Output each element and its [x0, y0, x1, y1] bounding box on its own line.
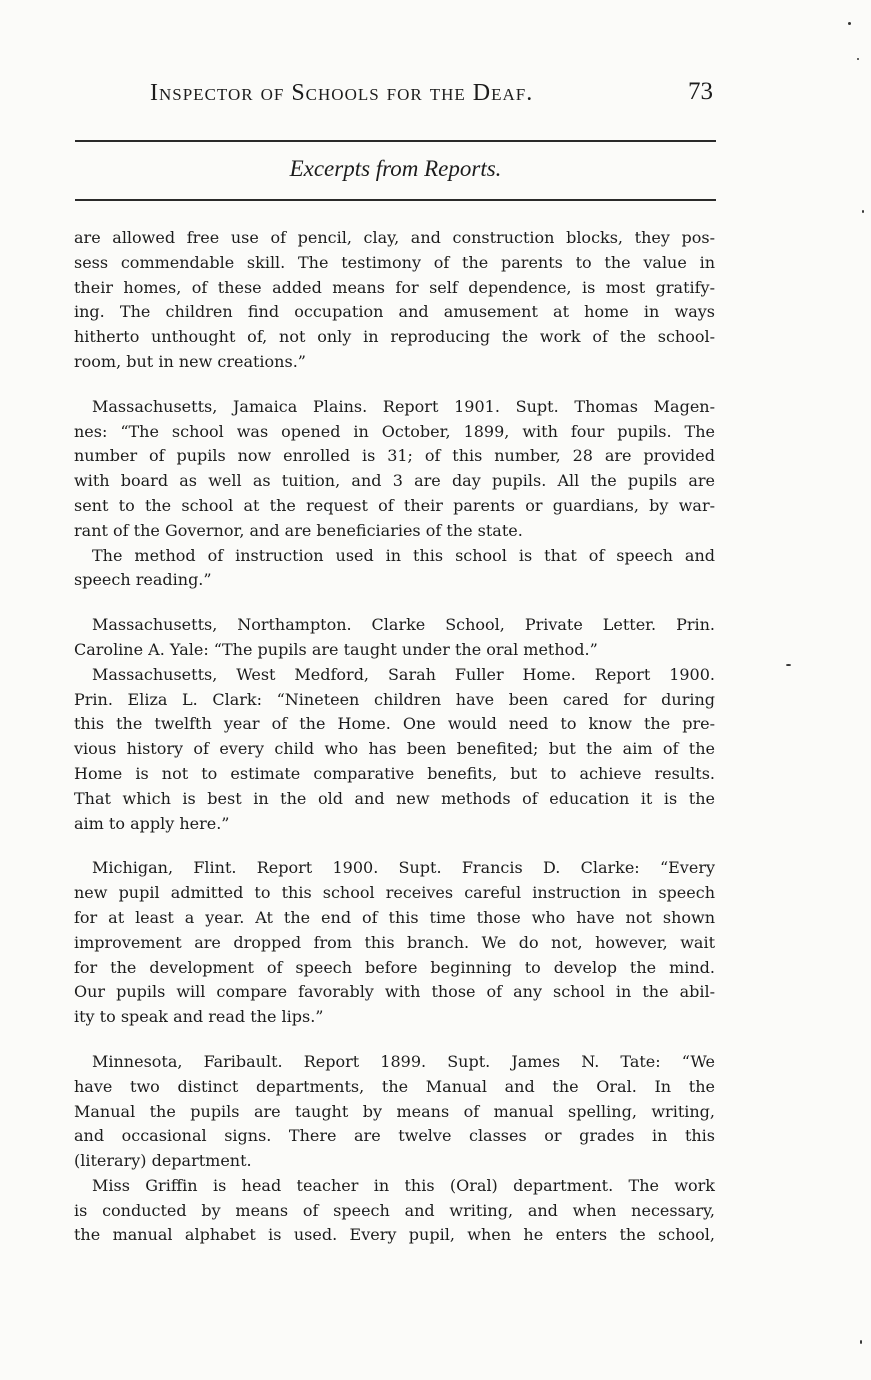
text-line: Home is not to estimate comparative benefits, but to achieve results.	[74, 763, 715, 783]
paragraph	[74, 663, 715, 837]
text-line: is conducted by means of speech and writing, and when necessary,	[74, 1200, 715, 1220]
text-line: and occasional signs. There are twelve classes or grades in this	[74, 1126, 715, 1146]
text-line: hitherto unthought of, not only in reproducing the work of the school-	[74, 327, 715, 347]
text-line: this the twelfth year of the Home. One would need to know the pre-	[74, 714, 715, 734]
scan-speck	[848, 22, 851, 25]
text-line: the manual alphabet is used. Every pupil, when he enters the school,	[74, 1225, 715, 1245]
scan-speck	[862, 210, 864, 213]
text-line: sent to the school at the request of their parents or guardians, by war-	[74, 495, 715, 515]
header-rule-top	[75, 140, 716, 142]
text-line: Miss Griffin is head teacher in this (Oral) department. The work	[92, 1175, 715, 1195]
text-line: (literary) department.	[74, 1151, 252, 1171]
body-text	[74, 226, 715, 1248]
text-line: nes: “The school was opened in October, 1899, with four pupils. The	[74, 421, 715, 441]
text-line: The method of instruction used in this school is that of speech and	[92, 545, 715, 565]
text-line: sess commendable skill. The testimony of the parents to the value in	[74, 252, 715, 272]
text-line: for at least a year. At the end of this time those who have not shown	[74, 907, 715, 927]
text-line: Minnesota, Faribault. Report 1899. Supt. James N. Tate: “We	[92, 1051, 715, 1071]
text-line: Manual the pupils are taught by means of manual spelling, writing,	[74, 1101, 715, 1121]
text-line: That which is best in the old and new methods of education it is the	[74, 788, 715, 808]
scan-speck	[857, 58, 859, 60]
text-line: with board as well as tuition, and 3 are day pupils. All the pupils are	[74, 471, 715, 491]
page-number: 73	[688, 78, 713, 105]
text-line: improvement are dropped from this branch. We do not, however, wait	[74, 932, 715, 952]
text-line: number of pupils now enrolled is 31; of this number, 28 are provided	[74, 446, 715, 466]
text-line: Our pupils will compare favorably with those of any school in the abil-	[74, 982, 715, 1002]
text-line: new pupil admitted to this school receives careful instruction in speech	[74, 883, 715, 903]
running-head: Inspector of Schools for the Deaf.	[150, 80, 534, 106]
text-line: Caroline A. Yale: “The pupils are taught under the oral method.”	[74, 639, 598, 659]
section-title: Excerpts from Reports.	[289, 156, 502, 181]
paragraph	[74, 856, 715, 1030]
text-line: rant of the Governor, and are beneficiaries of the state.	[74, 520, 523, 540]
paragraph	[74, 613, 715, 663]
paragraph	[74, 226, 715, 375]
paragraph	[74, 544, 715, 594]
text-line: Massachusetts, Jamaica Plains. Report 1901. Supt. Thomas Magen-	[92, 396, 715, 416]
header-rule-bottom	[75, 199, 716, 201]
text-line: room, but in new creations.”	[74, 351, 306, 371]
text-line: aim to apply here.”	[74, 813, 230, 833]
text-line: Massachusetts, Northampton. Clarke School, Private Letter. Prin.	[92, 615, 715, 635]
text-line: speech reading.”	[74, 570, 212, 590]
text-line: for the development of speech before beginning to develop the mind.	[74, 957, 715, 977]
paragraph	[74, 395, 715, 544]
text-line: their homes, of these added means for self dependence, is most gratify-	[74, 277, 715, 297]
text-line: are allowed free use of pencil, clay, and construction blocks, they pos-	[74, 228, 715, 247]
text-line: Massachusetts, West Medford, Sarah Fuller Home. Report 1900.	[92, 664, 715, 684]
text-line: Prin. Eliza L. Clark: “Nineteen children have been cared for during	[74, 689, 715, 709]
text-line: ing. The children find occupation and amusement at home in ways	[74, 302, 715, 322]
text-line: have two distinct departments, the Manual and the Oral. In the	[74, 1076, 715, 1096]
scan-speck	[786, 664, 791, 666]
text-line: ity to speak and read the lips.”	[74, 1007, 324, 1027]
paragraph	[74, 1174, 715, 1248]
text-line: vious history of every child who has been benefited; but the aim of the	[74, 739, 715, 759]
text-line: Michigan, Flint. Report 1900. Supt. Francis D. Clarke: “Every	[92, 858, 715, 878]
paragraph	[74, 1050, 715, 1174]
scan-speck	[860, 1340, 862, 1344]
